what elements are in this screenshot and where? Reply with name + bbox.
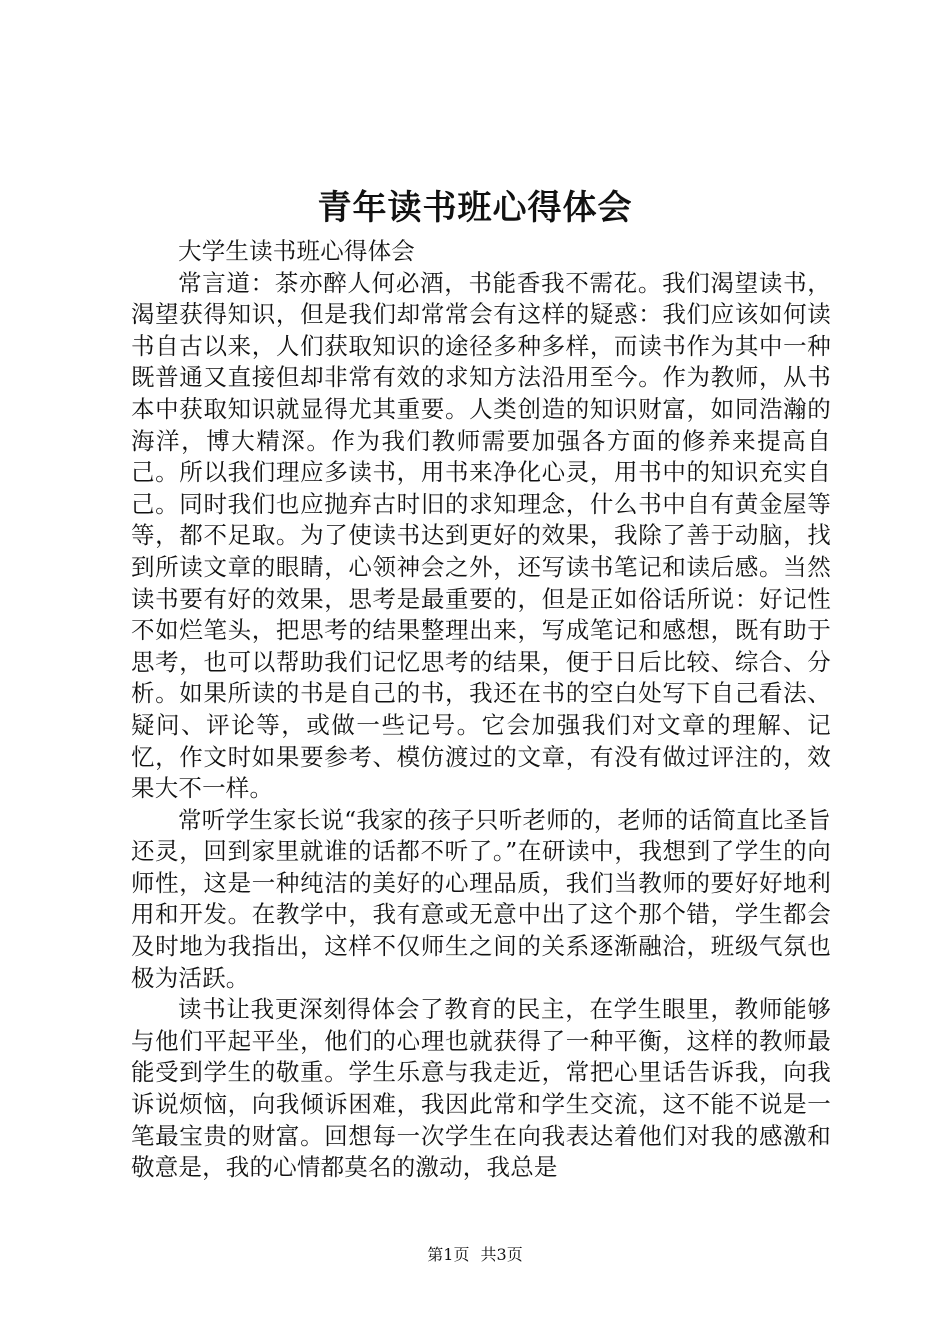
body-paragraph-3: 读书让我更深刻得体会了教育的民主，在学生眼里，教师能够与他们平起平坐，他们的心理也就获得了一种平衡，这样的教师最能受到学生的敬重。学生乐意与我走近，常把心里话告诉我，向我诉说烦恼，向我倾诉困难，我因此常和学生交流，这不能不说是一笔最宝贵的财富。回想每一次学生在向我表达着他们对我的感激和敬意是，我的心情都莫名的激动，我总是	[131, 995, 831, 1182]
page-number: 第1页	[427, 1245, 470, 1264]
subtitle-paragraph: 大学生读书班心得体会	[178, 237, 415, 265]
document-body	[131, 236, 831, 1184]
page-total: 共3页	[480, 1245, 523, 1264]
page-footer	[0, 1244, 950, 1266]
body-paragraph-2: 常听学生家长说“我家的孩子只听老师的，老师的话简直比圣旨还灵，回到家里就谁的话都不听了。”在研读中，我想到了学生的向师性，这是一种纯洁的美好的心理品质，我们当教师的要好好地利用和开发。在教学中，我有意或无意中出了这个那个错，学生都会及时地为我指出，这样不仅师生之间的关系逐渐融洽，班级气氛也极为活跃。	[131, 805, 831, 992]
body-paragraph-1: 常言道：茶亦醉人何必酒，书能香我不需花。我们渴望读书，渴望获得知识，但是我们却常常会有这样的疑惑：我们应该如何读书自古以来，人们获取知识的途径多种多样，而读书作为其中一种既普通又直接但却非常有效的求知方法沿用至今。作为教师，从书本中获取知识就显得尤其重要。人类创造的知识财富，如同浩瀚的海洋，博大精深。作为我们教师需要加强各方面的修养来提高自己。所以我们理应多读书，用书来净化心灵，用书中的知识充实自己。同时我们也应抛弃古时旧的求知理念，什么书中自有黄金屋等等，都不足取。为了使读书达到更好的效果，我除了善于动脑，找到所读文章的眼睛，心领神会之外，还写读书笔记和读后感。当然读书要有好的效果，思考是最重要的，但是正如俗话所说：好记性不如烂笔头，把思考的结果整理出来，写成笔记和感想，既有助于思考，也可以帮助我们记忆思考的结果，便于日后比较、综合、分析。如果所读的书是自己的书，我还在书的空白处写下自己看法、疑问、评论等，或做一些记号。它会加强我们对文章的理解、记忆，作文时如果要参考、模仿渡过的文章，有没有做过评注的，效果大不一样。	[131, 268, 831, 803]
document-title: 青年读书班心得体会	[317, 188, 633, 228]
